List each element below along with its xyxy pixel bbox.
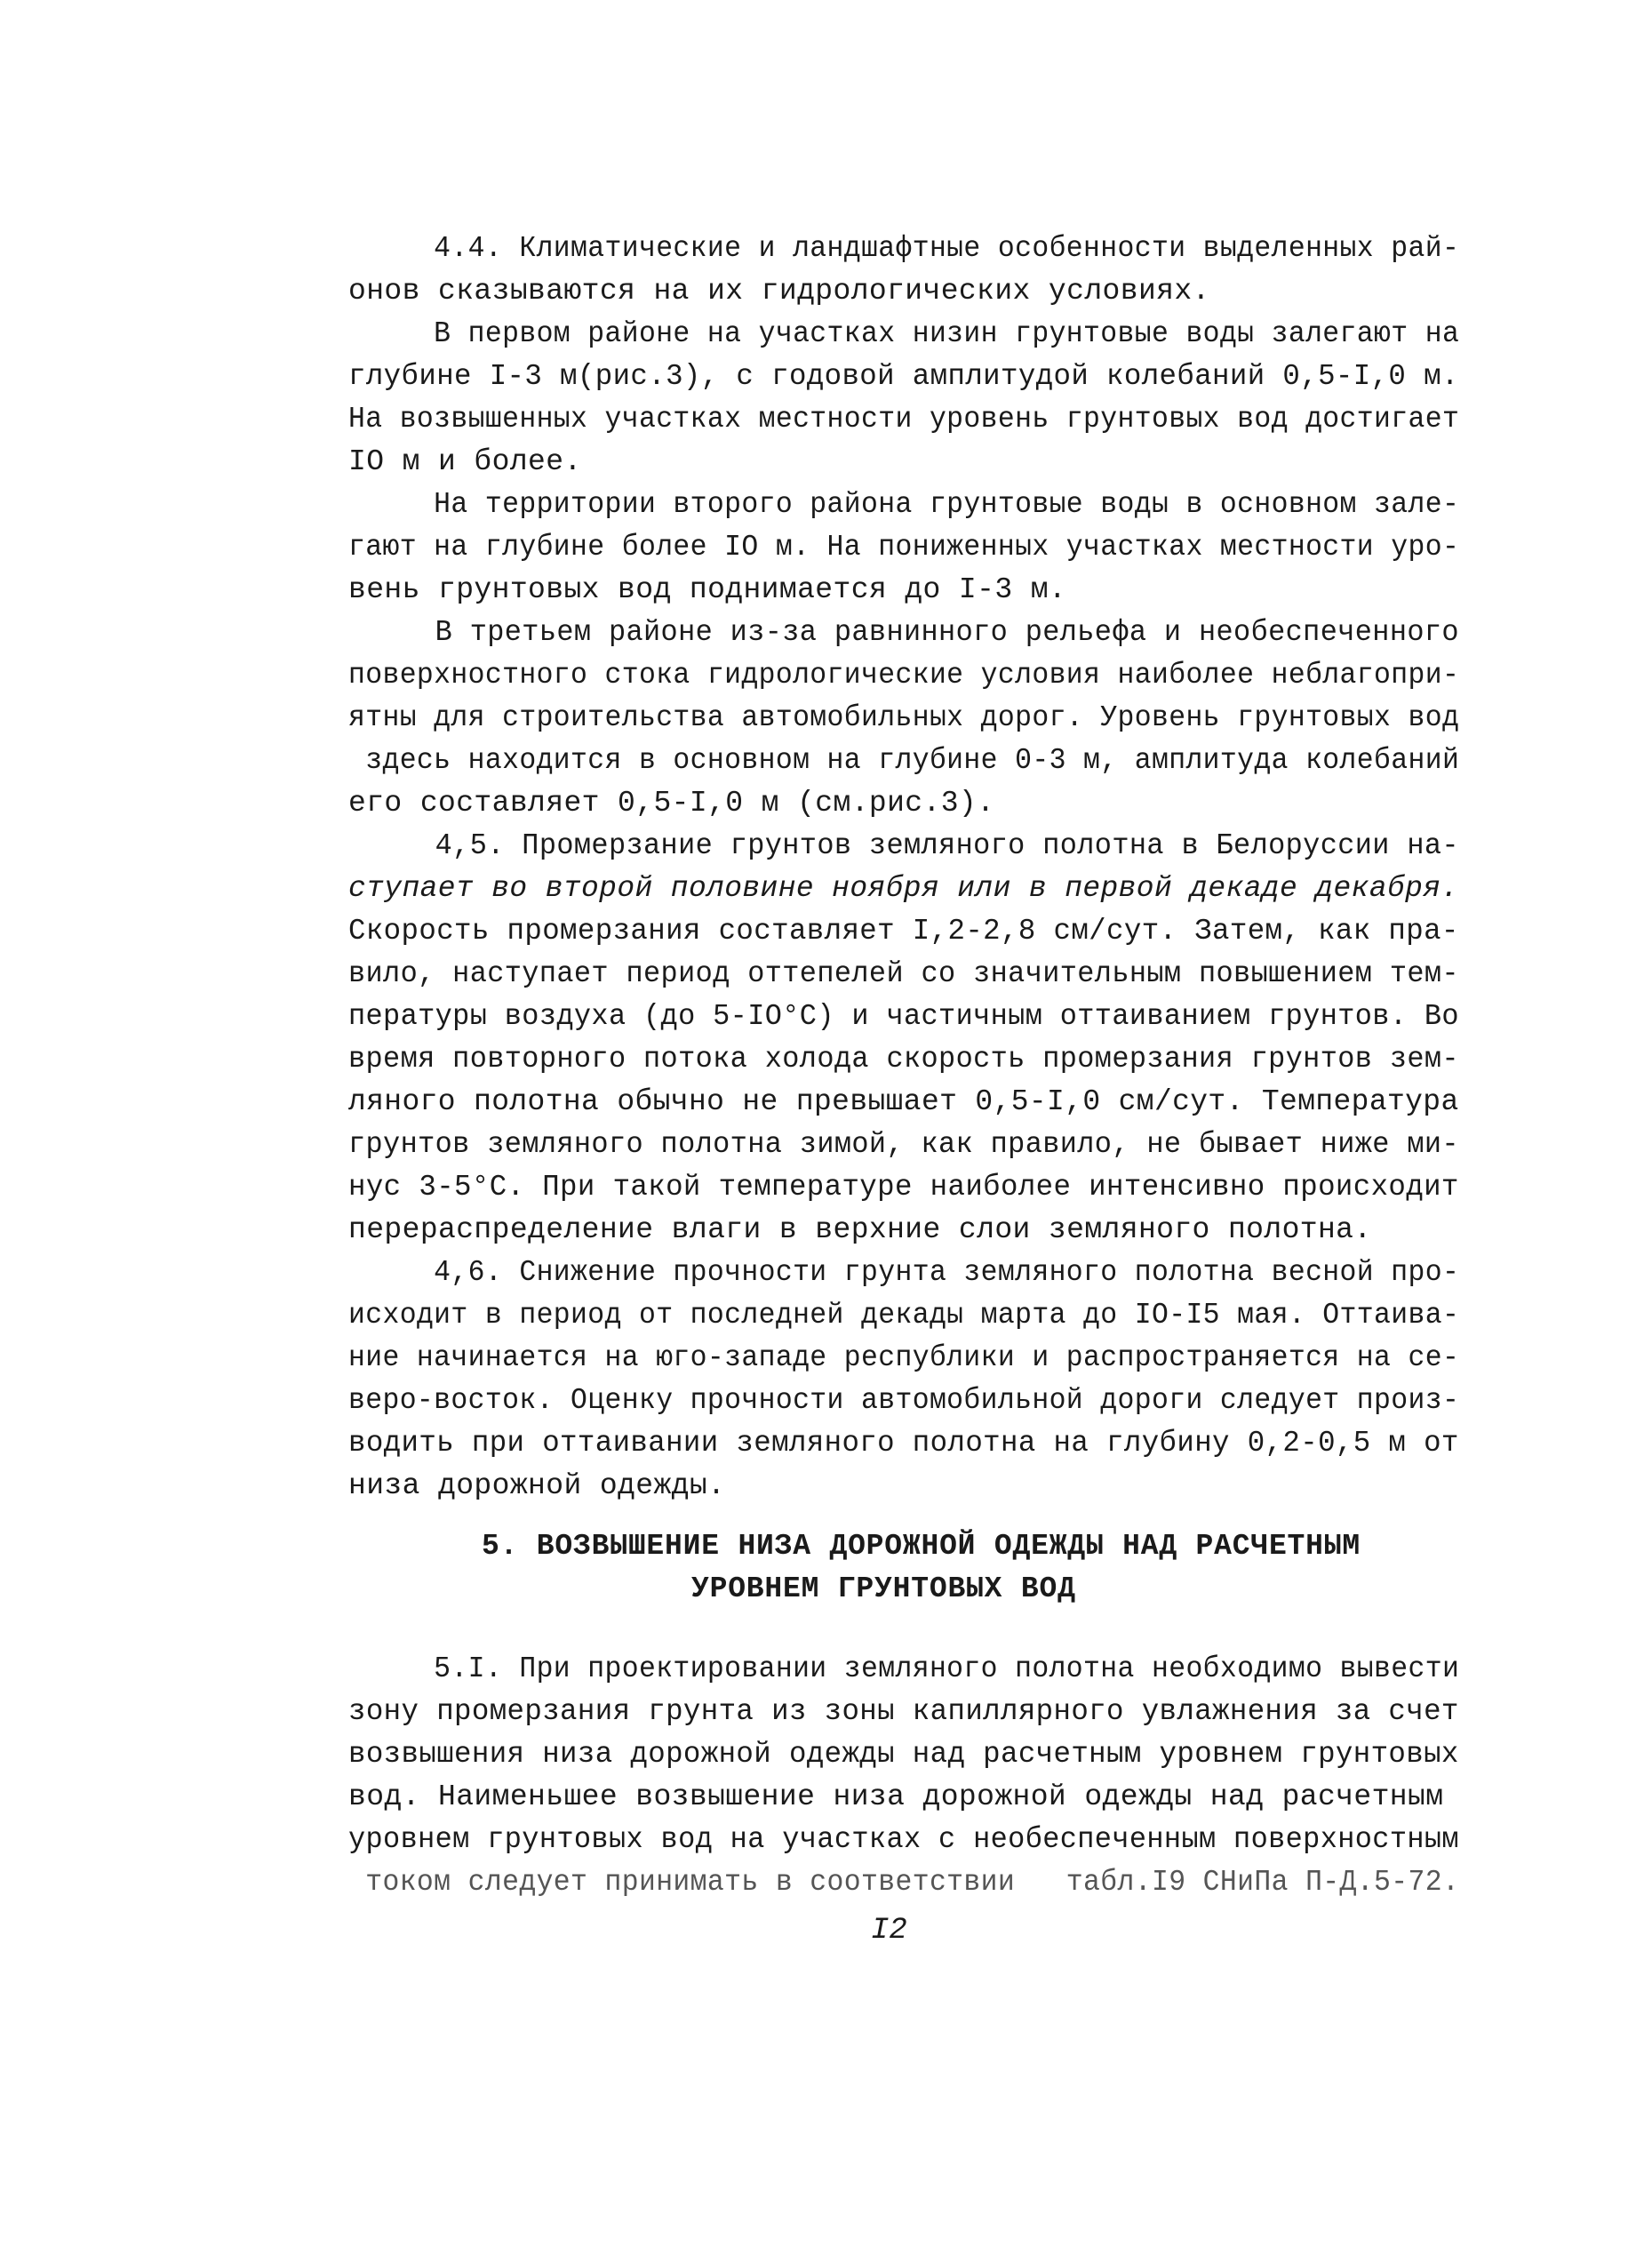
text-line: исходит в период от последней декады марта до IO-I5 мая. Оттаива- [348,1299,1460,1332]
text-line: В первом районе на участках низин грунтовые воды залегают на [348,317,1460,350]
text-line: ступает во второй половине ноября или в первой декаде декабря. [348,872,1459,905]
text-line: водить при оттаивании земляного полотна на глубину 0,2-0,5 м от [348,1427,1459,1460]
text-line: ятны для строительства автомобильных дорог. Уровень грунтовых вод [348,701,1460,734]
text-line: 4,5. Промерзание грунтов земляного полотна в Белоруссии на- [348,829,1459,862]
text-line: гают на глубине более IO м. На пониженных участках местности уро- [348,531,1460,564]
text-line: IO м и более. [348,445,582,478]
text-line: ляного полотна обычно не превышает 0,5-I,0 см/сут. Температура [348,1085,1459,1118]
text-line: В третьем районе из-за равнинного рельефа и необеспеченного [348,616,1459,649]
text-line: нус 3-5°С. При такой температуре наиболее интенсивно происходит [348,1171,1459,1204]
text-line: На территории второго района грунтовые воды в основном зале- [348,488,1460,521]
text-line: током следует принимать в соответствии табл.I9 СНиПа П-Д.5-72. [348,1866,1460,1899]
text-line: вень грунтовых вод поднимается до I-3 м. [348,573,1067,606]
text-line: онов сказываются на их гидрологических условиях. [348,275,1210,308]
text-line: пературы воздуха (до 5-IO°С) и частичным оттаиванием грунтов. Во [348,1000,1459,1033]
text-line: На возвышенных участках местности уровень грунтовых вод достигает [348,403,1460,436]
text-line: грунтов земляного полотна зимой, как правило, не бывает ниже ми- [348,1128,1459,1161]
text-line: глубине I-3 м(рис.3), с годовой амплитудой колебаний 0,5-I,0 м. [348,360,1459,393]
text-line: здесь находится в основном на глубине 0-3 м, амплитуда колебаний [348,744,1460,777]
text-line: вило, наступает период оттепелей со значительным повышением тем- [348,957,1459,990]
text-line: веро-восток. Оценку прочности автомобильной дороги следует произ- [348,1384,1460,1417]
text-line: время повторного потока холода скорость промерзания грунтов зем- [348,1043,1459,1076]
text-line: 5.I. При проектировании земляного полотна необходимо вывести [348,1652,1460,1685]
text-line: Скорость промерзания составляет I,2-2,8 см/сут. Затем, как пра- [348,915,1459,948]
text-line: поверхностного стока гидрологические условия наиболее неблагопри- [348,659,1460,692]
text-line: перераспределение влаги в верхние слои земляного полотна. [348,1213,1372,1246]
text-line: его составляет 0,5-I,0 м (см.рис.3). [348,787,995,820]
text-line: ние начинается на юго-западе республики и распространяется на се- [348,1341,1460,1374]
text-line: вод. Наименьшее возвышение низа дорожной одежды над расчетным [348,1780,1444,1813]
text-line: 4,6. Снижение прочности грунта земляного полотна весной про- [348,1256,1460,1289]
text-line: 4.4. Климатические и ландшафтные особенности выделенных рай- [348,232,1460,265]
section-heading-line: УРОВНЕМ ГРУНТОВЫХ ВОД [691,1572,1076,1605]
text-line: уровнем грунтовых вод на участках с необеспеченным поверхностным [348,1823,1459,1856]
section-heading-line: 5. ВОЗВЫШЕНИЕ НИЗА ДОРОЖНОЙ ОДЕЖДЫ НАД РАСЧЕТНЫМ [482,1530,1361,1563]
text-line: возвышения низа дорожной одежды над расчетным уровнем грунтовых [348,1738,1459,1771]
text-line: низа дорожной одежды. [348,1469,726,1502]
text-line: зону промерзания грунта из зоны капиллярного увлажнения за счет [348,1695,1459,1728]
page-number: I2 [871,1914,907,1948]
